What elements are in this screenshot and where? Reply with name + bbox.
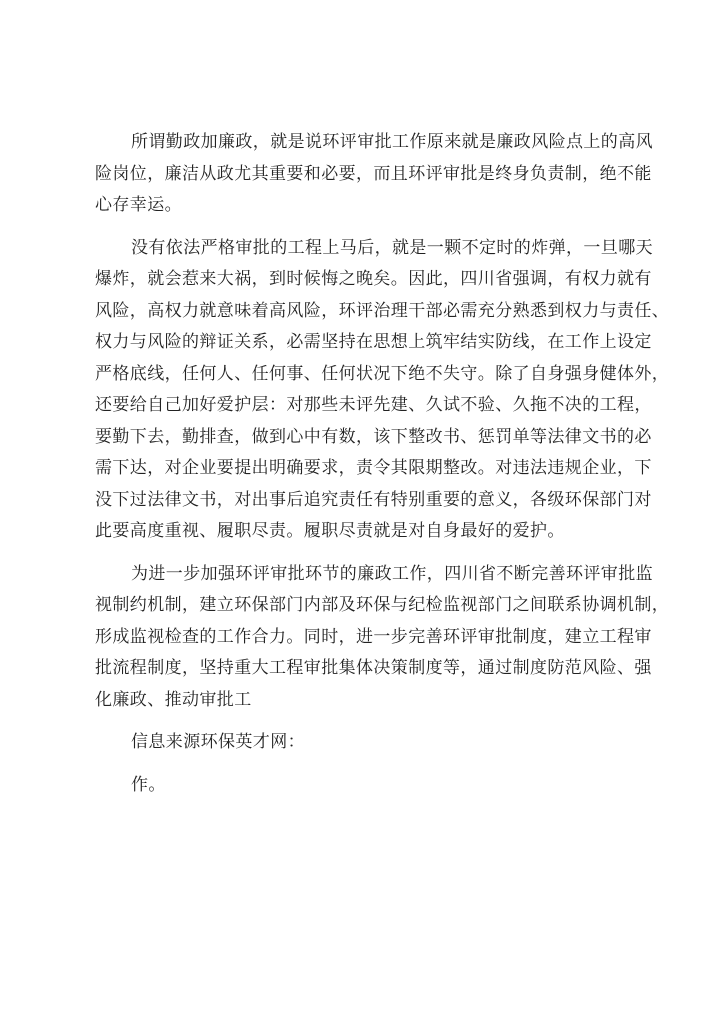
text-line: 为进一步加强环评审批环节的廉政工作，四川省不断完善环评审批监 [131,563,653,584]
text-line: 严格底线，任何人、任何事、任何状况下绝不失守。除了自身强身健体外， [95,363,670,384]
text-line: 作。 [131,774,166,795]
text-line: 化廉政、推动审批工 [95,689,252,710]
paragraph-trailing-fragment [95,770,641,802]
text-line: 批流程制度，坚持重大工程审批集体决策制度等，通过制度防范风险、强 [95,658,652,678]
text-line: 视制约机制，建立环保部门内部及环保与纪检监视部门之间联系协调机制， [95,595,670,615]
text-line: 没有依法严格审批的工程上马后，就是一颗不定时的炸弹，一旦哪天 [131,237,653,258]
text-line: 形成监视检查的工作合力。同时，进一步完善环评审批制度，建立工程审 [95,626,652,647]
text-line: 信息来源环保英才网： [131,732,305,752]
text-line: 还要给自己加好爱护层：对那些未评先建、久试不验、久拖不决的工程， [95,395,652,415]
text-line: 所谓勤政加廉政，就是说环评审批工作原来就是廉政风险点上的高风 [131,132,653,152]
document-body [95,127,670,812]
paragraph-source-note [95,727,641,759]
text-line: 险岗位，廉洁从政尤其重要和必要，而且环评审批是终身负责制，绝不能 [95,163,652,184]
paragraph-diligent-clean-governance [95,127,653,222]
text-line: 权力与风险的辩证关系，必需坚持在思想上筑牢结实防线，在工作上设定 [95,332,652,352]
paragraph-risk-awareness [95,233,670,548]
text-line: 需下达，对企业要提出明确要求，责令其限期整改。对违法违规企业，下 [95,458,652,478]
text-line: 风险，高权力就意味着高风险，环评治理干部必需充分熟悉到权力与责任、 [95,300,670,321]
text-line: 爆炸，就会惹来大祸，到时候悔之晚矣。因此，四川省强调，有权力就有 [95,269,652,289]
text-line: 此要高度重视、履职尽责。履职尽责就是对自身最好的爱护。 [95,521,565,541]
text-line: 没下过法律文书，对出事后追究责任有特别重要的意义，各级环保部门对 [95,489,652,510]
text-line: 要勤下去，勤排查，做到心中有数，该下整改书、惩罚单等法律文书的必 [95,426,652,447]
text-line: 心存幸运。 [95,195,182,215]
paragraph-supervision-mechanism [95,559,670,717]
